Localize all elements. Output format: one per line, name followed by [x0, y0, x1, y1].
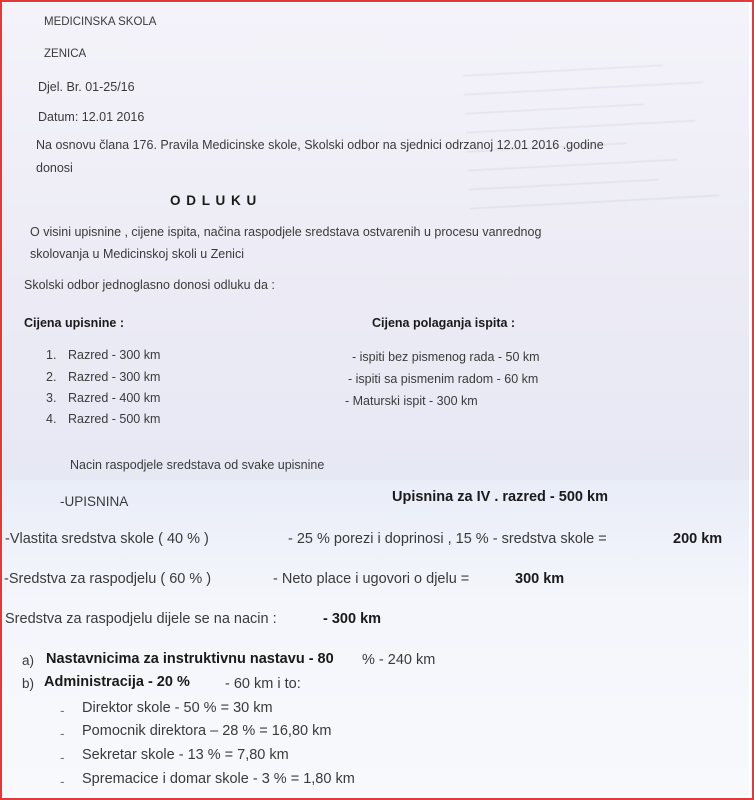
list-item-dash: - [60, 703, 65, 718]
document-date: Datum: 12.01 2016 [38, 110, 145, 124]
list-item-dash: - [60, 726, 65, 741]
upisnina-label: -UPISNINA [60, 494, 129, 509]
list-item: Sekretar skole - 13 % = 7,80 km [82, 747, 289, 763]
exam-item: - Maturski ispit - 300 km [345, 394, 478, 408]
item-a-marker: a) [22, 653, 35, 668]
upisnina-iv-amount: Upisnina za IV . razred - 500 km [392, 489, 608, 505]
exam-item: - ispiti sa pismenim radom - 60 km [348, 372, 539, 386]
decision-line: Skolski odbor jednoglasno donosi odluku da : [24, 278, 275, 292]
item-b-amount: - 60 km i to: [225, 676, 301, 692]
item-a-label: Nastavnicima za instruktivnu nastavu - 80 [46, 651, 334, 667]
item-b-marker: b) [22, 676, 35, 691]
city-name: ZENICA [44, 48, 87, 60]
own-funds-detail: - 25 % porezi i doprinosi , 15 % - sredstva skole = [288, 531, 607, 547]
list-item: Razred - 400 km [68, 391, 161, 405]
reference-number: Djel. Br. 01-25/16 [38, 80, 135, 94]
distribution-label: -Sredstva za raspodjelu ( 60 % ) [4, 571, 212, 587]
subject-line-1: O visini upisnine , cijene ispita, načina raspodjele sredstava ostvarenih u procesu vanrednog [30, 225, 542, 239]
list-item-dash: - [60, 774, 65, 789]
item-b-label: Administracija - 20 % [44, 674, 190, 690]
split-text: Sredstva za raspodjelu dijele se na nacin : [5, 611, 277, 627]
split-amount: - 300 km [323, 611, 382, 627]
intro-text-line-2: donosi [36, 161, 73, 175]
list-item-number: 1. [46, 348, 57, 362]
distribution-amount: 300 km [515, 571, 565, 587]
own-funds-label: -Vlastita sredstva skole ( 40 % ) [5, 531, 209, 547]
list-item: Razred - 300 km [68, 370, 161, 384]
list-item-number: 2. [46, 370, 57, 384]
own-funds-amount: 200 km [673, 531, 723, 547]
exam-item: - ispiti bez pismenog rada - 50 km [352, 350, 540, 364]
exam-heading: Cijena polaganja ispita : [372, 316, 516, 330]
item-a-amount: % - 240 km [362, 652, 436, 668]
subject-line-2: skolovanja u Medicinskoj skoli u Zenici [30, 247, 244, 261]
intro-text-line-1: Na osnovu člana 176. Pravila Medicinske skole, Skolski odbor na sjednici odrzanoj 12.01 2016 .godine [36, 138, 604, 152]
list-item: Pomocnik direktora – 28 % = 16,80 km [82, 723, 332, 739]
list-item-dash: - [60, 750, 65, 765]
school-name: MEDICINSKA SKOLA [44, 16, 157, 28]
distribution-detail: - Neto place i ugovori o djelu = [273, 571, 470, 587]
list-item: Direktor skole - 50 % = 30 km [82, 700, 273, 716]
list-item: Razred - 300 km [68, 348, 161, 362]
enrollment-heading: Cijena upisnine : [24, 316, 125, 330]
list-item-number: 4. [46, 412, 57, 426]
list-item: Razred - 500 km [68, 412, 161, 426]
distribution-note: Nacin raspodjele sredstava od svake upisnine [70, 458, 325, 472]
document-title: O D L U K U [170, 193, 258, 208]
list-item-number: 3. [46, 391, 57, 405]
list-item: Spremacice i domar skole - 3 % = 1,80 km [82, 771, 355, 787]
